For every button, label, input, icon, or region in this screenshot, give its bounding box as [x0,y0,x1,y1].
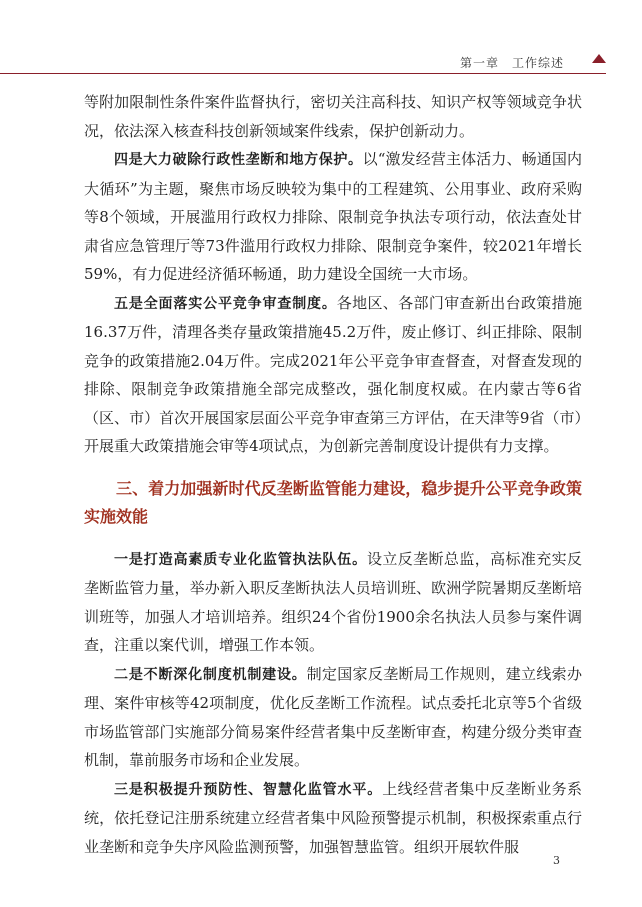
paragraph-lead: 四是大力破除行政性垄断和地方保护。 [114,152,363,168]
page-number: 3 [553,854,560,867]
page-body [84,88,582,861]
paragraph-lead: 五是全面落实公平竞争审查制度。 [114,295,337,312]
paragraph-continuation [84,88,582,145]
paragraph-administrative-monopoly [84,145,582,289]
paragraph-text: 上线经营者集中反垄断业务系统，依托登记注册系统建立经营者集中风险预警提示机制，积极探索重点行业垄断和竞争失序风险监测预警，加强智慧监管。组织开展软件服 [84,779,582,856]
paragraph-lead: 三是积极提升预防性、智慧化监管水平。 [114,781,383,798]
paragraph-smart-supervision [84,775,582,862]
header-divider [0,73,606,74]
paragraph-text: 设立反垄断总监，高标准充实反垄断监管力量，举办新入职反垄断执法人员培训班、欧洲学院暑期反垄断培训班等，加强人才培训培养。组织24个省份1900余名执法人员参与案件调查，注重以案代训，增强工作本领。 [84,549,582,654]
paragraph-enforcement-team [84,545,582,660]
paragraph-text: 各地区、各部门审查新出台政策措施16.37万件，清理各类存量政策措施45.2万件，废止修订、纠正排除、限制竞争的政策措施2.04万件。完成2021年公平竞争审查督查，对督查发现的排除、限制竞争政策措施全部完成整改，强化制度权威。在内蒙古等6省（区、市）首次开展国家层面公平竞争审查第三方评估，在天津等9省（市）开展重大政策措施会审等4项试点，为创新完善制度设计提供有力支撑。 [84,293,582,455]
paragraph-institutional-mechanism [84,660,582,775]
paragraph-lead: 一是打造高素质专业化监管执法队伍。 [114,551,368,568]
paragraph-text: 制定国家反垄断局工作规则，建立线索办理、案件审核等42项制度，优化反垄断工作流程。试点委托北京等5个省级市场监管部门实施部分简易案件经营者集中反垄断审查，构建分级分类审查机制，靠前服务市场和企业发展。 [84,664,582,769]
paragraph-lead: 二是不断深化制度机制建设。 [114,666,307,683]
paragraph-text: 以“激发经营主体活力、畅通国内大循环”为主题，聚焦市场反映较为集中的工程建筑、公用事业、政府采购等8个领域，开展滥用行政权力排除、限制竞争执法专项行动，依法查处甘肃省应急管理厅等73件滥用行政权力排除、限制竞争案件，较2021年增长59%，有力促进经济循环畅通，助力建设全国统一大市场。 [84,150,583,283]
section-heading: 三、着力加强新时代反垄断监管能力建设，稳步提升公平竞争政策实施效能 [84,478,582,526]
paragraph-fair-competition-review [84,289,582,461]
paragraph-text: 等附加限制性条件案件监督执行，密切关注高科技、知识产权等领域竞争状况，依法深入核查科技创新领域案件线索，保护创新动力。 [84,93,582,140]
triangle-mark-icon [592,54,606,63]
chapter-label: 第一章 工作综述 [459,56,564,70]
running-header [0,46,642,76]
